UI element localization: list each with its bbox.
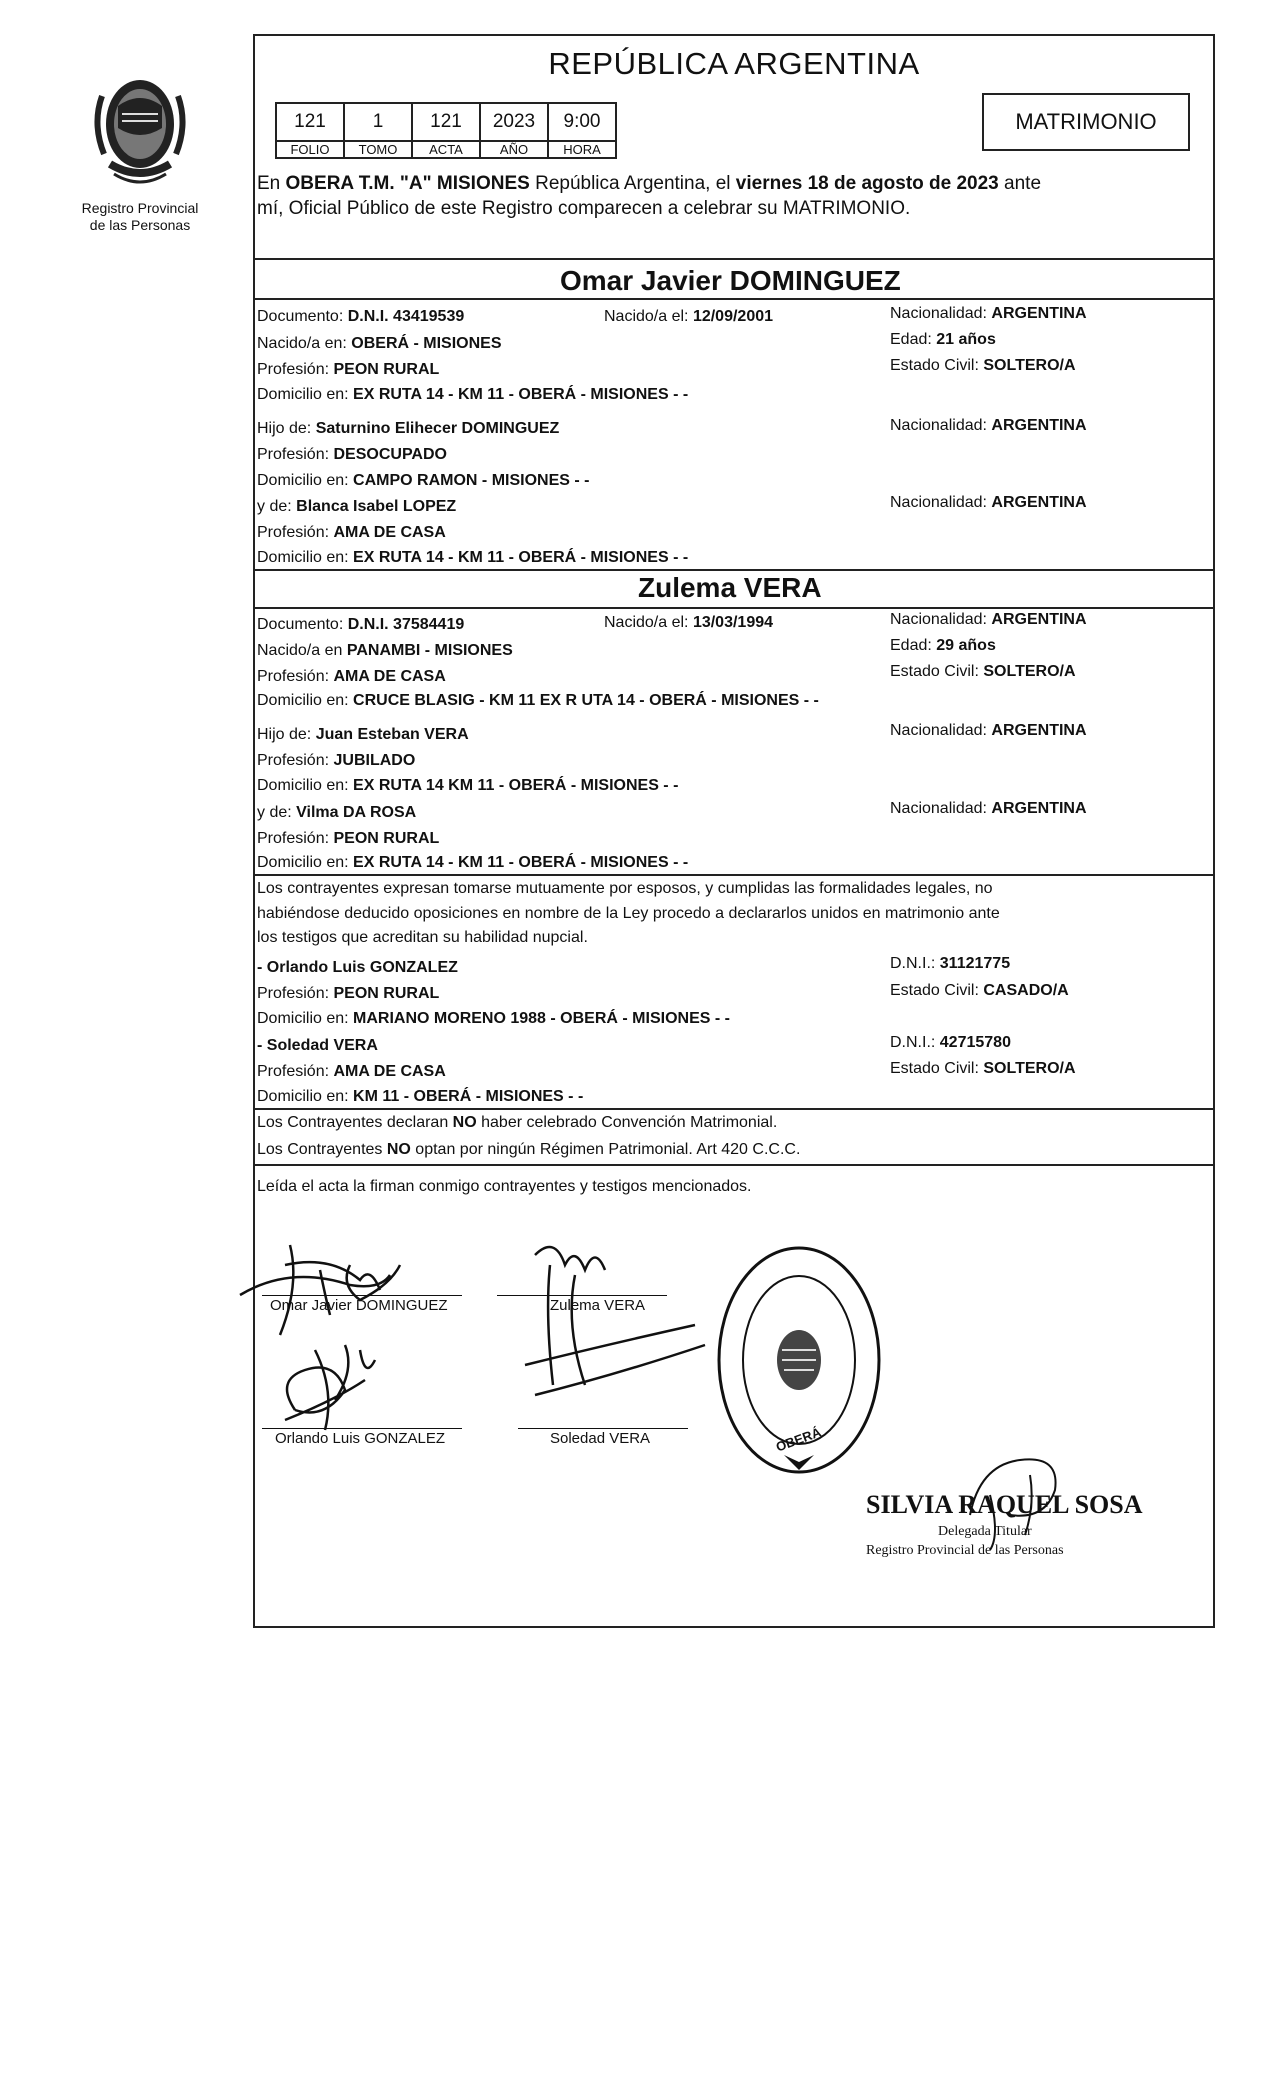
spouse1-civil-status: Estado Civil: SOLTERO/A: [890, 357, 1076, 374]
tomo-value: 1: [344, 103, 412, 141]
seal-bottom-text: OBERÁ: [773, 1424, 824, 1455]
spouse2-age: Edad: 29 años: [890, 637, 996, 654]
spouse1-mother-nationality: Nacionalidad: ARGENTINA: [890, 494, 1087, 511]
signature-line-orlando: [262, 1428, 462, 1429]
spouse2-father-profession: Profesión: JUBILADO: [257, 752, 416, 769]
hora-value: 9:00: [548, 103, 616, 141]
spouse1-father-address: Domicilio en: CAMPO RAMON - MISIONES - -: [257, 472, 590, 489]
spouse1-mother-address: Domicilio en: EX RUTA 14 - KM 11 - OBERÁ - MISIONES - -: [257, 549, 689, 566]
acta-value: 121: [412, 103, 480, 141]
declaration-line-2: habiéndose deducido oposiciones en nombre de la Ley procedo a declararlos unidos en matrimonio ante: [257, 905, 1000, 922]
witness1-profession: Profesión: PEON RURAL: [257, 985, 440, 1002]
spouse2-birthdate: Nacido/a el: 13/03/1994: [604, 614, 774, 631]
witness2-dni: D.N.I.: 42715780: [890, 1034, 1011, 1051]
signature-label-soledad: Soledad VERA: [550, 1430, 651, 1447]
signature-orlando: [265, 1330, 435, 1440]
spouse2-address: Domicilio en: CRUCE BLASIG - KM 11 EX R UTA 14 - OBERÁ - MISIONES - -: [257, 692, 819, 709]
witness1-name: - Orlando Luis GONZALEZ: [257, 959, 458, 976]
spouse1-document: Documento: D.N.I. 43419539: [257, 308, 465, 325]
divider: [253, 298, 1215, 300]
signature-label-omar: Omar Javier DOMINGUEZ: [270, 1297, 448, 1314]
spouse1-father: Hijo de: Saturnino Elihecer DOMINGUEZ: [257, 420, 560, 437]
signature-zulema: [495, 1225, 715, 1415]
act-type-badge: MATRIMONIO: [982, 93, 1190, 151]
spouse1-age: Edad: 21 años: [890, 331, 996, 348]
officer-name: SILVIA RAQUEL SOSA: [866, 1490, 1143, 1519]
regime-line-2: Los Contrayentes NO optan por ningún Régimen Patrimonial. Art 420 C.C.C.: [257, 1141, 801, 1158]
spouse1-birthplace: Nacido/a en: OBERÁ - MISIONES: [257, 335, 502, 352]
regime-line-1: Los Contrayentes declaran NO haber celebrado Convención Matrimonial.: [257, 1114, 778, 1131]
acta-label: ACTA: [412, 141, 480, 158]
intro-line-1: En OBERA T.M. "A" MISIONES República Argentina, el viernes 18 de agosto de 2023 ante: [257, 173, 1042, 194]
divider: [253, 569, 1215, 571]
witness1-dni: D.N.I.: 31121775: [890, 955, 1011, 972]
spouse1-profession: Profesión: PEON RURAL: [257, 361, 440, 378]
spouse2-name: Zulema VERA: [638, 572, 822, 603]
divider: [253, 1108, 1215, 1110]
spouse2-father-nationality: Nacionalidad: ARGENTINA: [890, 722, 1087, 739]
witness2-profession: Profesión: AMA DE CASA: [257, 1063, 446, 1080]
registry-name-line2: de las Personas: [89, 217, 191, 233]
record-numbers-table: [275, 102, 617, 159]
signature-line-zulema: [497, 1295, 667, 1296]
spouse1-mother: y de: Blanca Isabel LOPEZ: [257, 498, 457, 515]
spouse1-birthdate: Nacido/a el: 12/09/2001: [604, 308, 774, 325]
spouse2-document: Documento: D.N.I. 37584419: [257, 616, 465, 633]
declaration-line-3: los testigos que acreditan su habilidad nupcial.: [257, 929, 588, 946]
spouse2-mother-profession: Profesión: PEON RURAL: [257, 830, 440, 847]
divider: [253, 874, 1215, 876]
registry-logo: [80, 66, 200, 196]
country-title: REPÚBLICA ARGENTINA: [548, 46, 920, 81]
anio-value: 2023: [480, 103, 548, 141]
officer-organization: Registro Provincial de las Personas: [866, 1543, 1064, 1558]
folio-value: 121: [276, 103, 344, 141]
spouse1-mother-profession: Profesión: AMA DE CASA: [257, 524, 446, 541]
spouse2-father-address: Domicilio en: EX RUTA 14 KM 11 - OBERÁ - MISIONES - -: [257, 777, 679, 794]
spouse2-mother-address: Domicilio en: EX RUTA 14 - KM 11 - OBERÁ - MISIONES - -: [257, 854, 689, 871]
spouse2-birthplace: Nacido/a en PANAMBI - MISIONES: [257, 642, 513, 659]
registry-name-line1: Registro Provincial: [81, 200, 199, 216]
closing-statement: Leída el acta la firman conmigo contrayentes y testigos mencionados.: [257, 1178, 752, 1195]
spouse2-civil-status: Estado Civil: SOLTERO/A: [890, 663, 1076, 680]
spouse2-mother: y de: Vilma DA ROSA: [257, 804, 417, 821]
spouse1-nationality: Nacionalidad: ARGENTINA: [890, 305, 1087, 322]
witness2-address: Domicilio en: KM 11 - OBERÁ - MISIONES - -: [257, 1088, 584, 1105]
signature-label-orlando: Orlando Luis GONZALEZ: [275, 1430, 446, 1447]
signature-line-omar: [262, 1295, 462, 1296]
spouse1-name: Omar Javier DOMINGUEZ: [560, 265, 901, 296]
signature-omar: [230, 1225, 470, 1345]
officer-role: Delegada Titular: [938, 1524, 1032, 1539]
divider: [253, 258, 1215, 260]
anio-label: AÑO: [480, 141, 548, 158]
signature-line-soledad: [518, 1428, 688, 1429]
witness2-civil-status: Estado Civil: SOLTERO/A: [890, 1060, 1076, 1077]
witness1-address: Domicilio en: MARIANO MORENO 1988 - OBERÁ - MISIONES - -: [257, 1010, 730, 1027]
spouse2-father: Hijo de: Juan Esteban VERA: [257, 726, 469, 743]
spouse1-address: Domicilio en: EX RUTA 14 - KM 11 - OBERÁ - MISIONES - -: [257, 386, 689, 403]
intro-line-2: mí, Oficial Público de este Registro comparecen a celebrar su MATRIMONIO.: [257, 198, 911, 219]
tomo-label: TOMO: [344, 141, 412, 158]
divider: [253, 1164, 1215, 1166]
signature-label-zulema: Zulema VERA: [550, 1297, 646, 1314]
witness1-civil-status: Estado Civil: CASADO/A: [890, 982, 1069, 999]
declaration-line-1: Los contrayentes expresan tomarse mutuamente por esposos, y cumplidas las formalidades legales, no: [257, 880, 993, 897]
spouse2-mother-nationality: Nacionalidad: ARGENTINA: [890, 800, 1087, 817]
spouse1-father-profession: Profesión: DESOCUPADO: [257, 446, 447, 463]
witness2-name: - Soledad VERA: [257, 1037, 378, 1054]
spouse1-father-nationality: Nacionalidad: ARGENTINA: [890, 417, 1087, 434]
folio-label: FOLIO: [276, 141, 344, 158]
spouse2-nationality: Nacionalidad: ARGENTINA: [890, 611, 1087, 628]
hora-label: HORA: [548, 141, 616, 158]
spouse2-profession: Profesión: AMA DE CASA: [257, 668, 446, 685]
